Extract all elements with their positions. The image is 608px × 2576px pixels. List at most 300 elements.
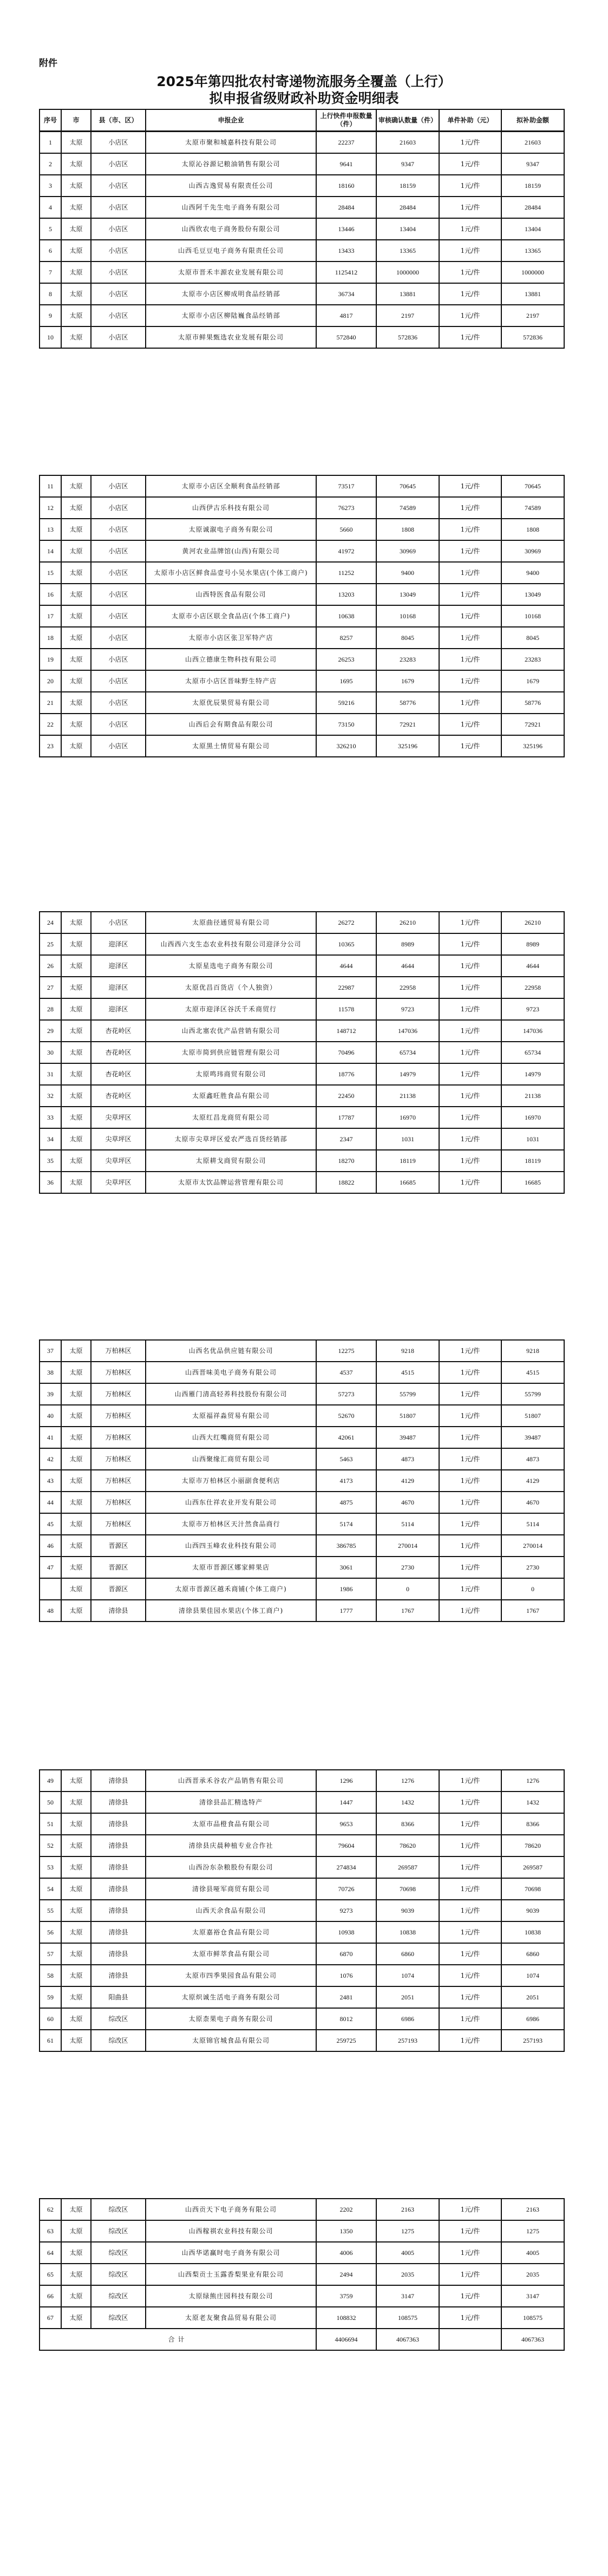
city-cell: 太原: [61, 1921, 91, 1943]
company-cell: 太原优昌百货店（个人独资）: [146, 977, 316, 998]
table-row: [40, 326, 564, 348]
company-cell: 太原鑫旺胜食品有限公司: [146, 1085, 316, 1107]
declared-qty-cell: 259725: [316, 2030, 376, 2051]
county-cell: 尖草坪区: [91, 1150, 146, 1172]
declared-qty-cell: 13203: [316, 584, 376, 605]
unit-subsidy-cell: 1元/件: [439, 1578, 501, 1600]
seq-cell: 5: [40, 218, 61, 240]
confirmed-qty-cell: 2197: [376, 305, 439, 326]
table-row: [40, 261, 564, 283]
seq-cell: 31: [40, 1063, 61, 1085]
city-cell: 太原: [61, 998, 91, 1020]
county-cell: 清徐县: [91, 1921, 146, 1943]
declared-qty-cell: 1076: [316, 1965, 376, 1986]
city-cell: 太原: [61, 475, 91, 497]
company-cell: 清徐县品汇精选特产: [146, 1792, 316, 1813]
county-cell: 迎泽区: [91, 998, 146, 1020]
company-cell: 山西天余食品有限公司: [146, 1900, 316, 1921]
company-cell: 山西伊古乐科技有限公司: [146, 497, 316, 519]
company-cell: 太原市太饮品牌运营管理有限公司: [146, 1172, 316, 1193]
declared-qty-cell: 52670: [316, 1405, 376, 1427]
company-cell: 山西欣农电子商务股份有限公司: [146, 218, 316, 240]
unit-subsidy-cell: 1元/件: [439, 1986, 501, 2008]
company-cell: 太原沁谷源记粮油销售有限公司: [146, 153, 316, 175]
unit-subsidy-cell: 1元/件: [439, 714, 501, 735]
unit-subsidy-cell: 1元/件: [439, 1943, 501, 1965]
county-cell: 小店区: [91, 519, 146, 540]
declared-qty-cell: 4006: [316, 2242, 376, 2264]
confirmed-qty-cell: 4873: [376, 1448, 439, 1470]
company-cell: 山西晋味美电子商务有限公司: [146, 1362, 316, 1383]
unit-subsidy-cell: 1元/件: [439, 955, 501, 977]
company-cell: 太原星选电子商务有限公司: [146, 955, 316, 977]
table-row: [40, 153, 564, 175]
company-cell: 山西毛豆豆电子商务有限责任公司: [146, 240, 316, 261]
declared-qty-cell: 1296: [316, 1770, 376, 1792]
city-cell: 太原: [61, 261, 91, 283]
city-cell: 太原: [61, 2008, 91, 2030]
column-header-county: 县（市、区）: [91, 109, 146, 132]
company-cell: 山西后会有期食品有限公司: [146, 714, 316, 735]
seq-cell: 9: [40, 305, 61, 326]
company-cell: 山西华诺赢时电子商务有限公司: [146, 2242, 316, 2264]
declared-qty-cell: 1777: [316, 1600, 376, 1622]
company-cell: 太原市简到供应链管理有限公司: [146, 1042, 316, 1063]
seq-cell: 60: [40, 2008, 61, 2030]
table-row: [40, 692, 564, 714]
table-row: [40, 1792, 564, 1813]
table-row: [40, 670, 564, 692]
county-cell: 杏花岭区: [91, 1085, 146, 1107]
declared-qty-cell: 108832: [316, 2307, 376, 2329]
total-declared-qty: 4406694: [316, 2329, 376, 2350]
subsidy-amount-cell: 70645: [501, 475, 564, 497]
table-row: [40, 305, 564, 326]
company-cell: 太原市小店区柳陆巍食品经销部: [146, 305, 316, 326]
declared-qty-cell: 2202: [316, 2199, 376, 2220]
subsidy-table-page-3: [39, 911, 565, 1194]
seq-cell: 15: [40, 562, 61, 584]
company-cell: 太原市晋源区娜家鲜果店: [146, 1557, 316, 1578]
confirmed-qty-cell: 16685: [376, 1172, 439, 1193]
declared-qty-cell: 9641: [316, 153, 376, 175]
total-row: [40, 2329, 564, 2350]
subsidy-amount-cell: 39487: [501, 1427, 564, 1448]
table-row: [40, 1448, 564, 1470]
seq-cell: 42: [40, 1448, 61, 1470]
subsidy-amount-cell: 21138: [501, 1085, 564, 1107]
county-cell: 晋源区: [91, 1578, 146, 1600]
county-cell: 杏花岭区: [91, 1063, 146, 1085]
county-cell: 万柏林区: [91, 1470, 146, 1492]
subsidy-amount-cell: 13365: [501, 240, 564, 261]
table-row: [40, 2008, 564, 2030]
city-cell: 太原: [61, 1383, 91, 1405]
subsidy-amount-cell: 18119: [501, 1150, 564, 1172]
declared-qty-cell: 76273: [316, 497, 376, 519]
table-row: [40, 1600, 564, 1622]
subsidy-amount-cell: 30969: [501, 540, 564, 562]
confirmed-qty-cell: 2051: [376, 1986, 439, 2008]
unit-subsidy-cell: 1元/件: [439, 1513, 501, 1535]
confirmed-qty-cell: 1276: [376, 1770, 439, 1792]
seq-cell: 46: [40, 1535, 61, 1557]
seq-cell: 44: [40, 1492, 61, 1513]
seq-cell: 63: [40, 2220, 61, 2242]
company-cell: 清徐县庆晨种植专业合作社: [146, 1835, 316, 1856]
unit-subsidy-cell: 1元/件: [439, 153, 501, 175]
unit-subsidy-cell: 1元/件: [439, 1921, 501, 1943]
company-cell: 山西特医食品有限公司: [146, 584, 316, 605]
declared-qty-cell: 18776: [316, 1063, 376, 1085]
unit-subsidy-cell: 1元/件: [439, 2220, 501, 2242]
confirmed-qty-cell: 4515: [376, 1362, 439, 1383]
county-cell: 万柏林区: [91, 1492, 146, 1513]
declared-qty-cell: 274834: [316, 1856, 376, 1878]
subsidy-amount-cell: 4873: [501, 1448, 564, 1470]
seq-cell: 50: [40, 1792, 61, 1813]
unit-subsidy-cell: 1元/件: [439, 692, 501, 714]
declared-qty-cell: 70496: [316, 1042, 376, 1063]
company-cell: 太原市万柏林区小丽副食便利店: [146, 1470, 316, 1492]
confirmed-qty-cell: 108575: [376, 2307, 439, 2329]
subsidy-amount-cell: 65734: [501, 1042, 564, 1063]
subsidy-amount-cell: 10168: [501, 605, 564, 627]
city-cell: 太原: [61, 1578, 91, 1600]
city-cell: 太原: [61, 1063, 91, 1085]
city-cell: 太原: [61, 735, 91, 757]
declared-qty-cell: 22987: [316, 977, 376, 998]
confirmed-qty-cell: 55799: [376, 1383, 439, 1405]
city-cell: 太原: [61, 1042, 91, 1063]
county-cell: 尖草坪区: [91, 1107, 146, 1128]
declared-qty-cell: 5174: [316, 1513, 376, 1535]
table-row: [40, 998, 564, 1020]
seq-cell: 40: [40, 1405, 61, 1427]
seq-cell: 19: [40, 649, 61, 670]
seq-cell: 7: [40, 261, 61, 283]
total-label: 合计: [40, 2329, 316, 2350]
county-cell: 阳曲县: [91, 1986, 146, 2008]
declared-qty-cell: 59216: [316, 692, 376, 714]
company-cell: 太原市万柏林区天汁然食品商行: [146, 1513, 316, 1535]
seq-cell: 37: [40, 1340, 61, 1362]
city-cell: 太原: [61, 497, 91, 519]
seq-cell: 28: [40, 998, 61, 1020]
company-cell: 山西晋承禾谷农产品销售有限公司: [146, 1770, 316, 1792]
seq-cell: 51: [40, 1813, 61, 1835]
company-cell: 太原市小店区联全食品店(个体工商户): [146, 605, 316, 627]
subsidy-amount-cell: 1276: [501, 1770, 564, 1792]
city-cell: 太原: [61, 605, 91, 627]
confirmed-qty-cell: 14979: [376, 1063, 439, 1085]
city-cell: 太原: [61, 1470, 91, 1492]
county-cell: 迎泽区: [91, 977, 146, 998]
column-header-unit-subsidy: 单件补助（元）: [439, 109, 501, 132]
seq-cell: 33: [40, 1107, 61, 1128]
subsidy-amount-cell: 72921: [501, 714, 564, 735]
table-row: [40, 2199, 564, 2220]
seq-cell: 48: [40, 1600, 61, 1622]
subsidy-amount-cell: 2035: [501, 2264, 564, 2285]
county-cell: 综改区: [91, 2264, 146, 2285]
subsidy-amount-cell: 2163: [501, 2199, 564, 2220]
subsidy-amount-cell: 10838: [501, 1921, 564, 1943]
city-cell: 太原: [61, 2264, 91, 2285]
declared-qty-cell: 79604: [316, 1835, 376, 1856]
seq-cell: 41: [40, 1427, 61, 1448]
county-cell: 综改区: [91, 2220, 146, 2242]
seq-cell: 66: [40, 2285, 61, 2307]
county-cell: 小店区: [91, 197, 146, 218]
seq-cell: 56: [40, 1921, 61, 1943]
confirmed-qty-cell: 78620: [376, 1835, 439, 1856]
unit-subsidy-cell: 1元/件: [439, 1085, 501, 1107]
declared-qty-cell: 1695: [316, 670, 376, 692]
seq-cell: 1: [40, 132, 61, 154]
total-confirmed-qty: 4067363: [376, 2329, 439, 2350]
confirmed-qty-cell: 4129: [376, 1470, 439, 1492]
company-cell: 山西立德康生物科技有限公司: [146, 649, 316, 670]
confirmed-qty-cell: 270014: [376, 1535, 439, 1557]
confirmed-qty-cell: 269587: [376, 1856, 439, 1878]
city-cell: 太原: [61, 1513, 91, 1535]
table-row: [40, 1020, 564, 1042]
city-cell: 太原: [61, 584, 91, 605]
county-cell: 综改区: [91, 2242, 146, 2264]
table-row: [40, 1128, 564, 1150]
subsidy-amount-cell: 4005: [501, 2242, 564, 2264]
company-cell: 山西大红嘴商贸有限公司: [146, 1427, 316, 1448]
subsidy-amount-cell: 13049: [501, 584, 564, 605]
unit-subsidy-cell: 1元/件: [439, 1063, 501, 1085]
unit-subsidy-cell: 1元/件: [439, 735, 501, 757]
confirmed-qty-cell: 30969: [376, 540, 439, 562]
city-cell: 太原: [61, 175, 91, 197]
declared-qty-cell: 13446: [316, 218, 376, 240]
county-cell: 清徐县: [91, 1770, 146, 1792]
seq-cell: 36: [40, 1172, 61, 1193]
subsidy-amount-cell: 51807: [501, 1405, 564, 1427]
table-row: [40, 1513, 564, 1535]
seq-cell: 25: [40, 933, 61, 955]
seq-cell: 47: [40, 1557, 61, 1578]
table-row: [40, 584, 564, 605]
table-row: [40, 2030, 564, 2051]
seq-cell: 24: [40, 912, 61, 933]
city-cell: 太原: [61, 692, 91, 714]
subsidy-table-page-6: [39, 2198, 565, 2351]
declared-qty-cell: 22237: [316, 132, 376, 154]
confirmed-qty-cell: 9039: [376, 1900, 439, 1921]
county-cell: 小店区: [91, 283, 146, 305]
confirmed-qty-cell: 1808: [376, 519, 439, 540]
unit-subsidy-cell: 1元/件: [439, 497, 501, 519]
subsidy-amount-cell: 2051: [501, 1986, 564, 2008]
table-row: [40, 1986, 564, 2008]
unit-subsidy-cell: 1元/件: [439, 1405, 501, 1427]
company-cell: 山西稼祺农业科技有限公司: [146, 2220, 316, 2242]
confirmed-qty-cell: 8366: [376, 1813, 439, 1835]
city-cell: 太原: [61, 2307, 91, 2329]
city-cell: 太原: [61, 2199, 91, 2220]
seq-cell: 6: [40, 240, 61, 261]
unit-subsidy-cell: 1元/件: [439, 1878, 501, 1900]
unit-subsidy-cell: 1元/件: [439, 175, 501, 197]
unit-subsidy-cell: 1元/件: [439, 1128, 501, 1150]
declared-qty-cell: 18270: [316, 1150, 376, 1172]
subsidy-amount-cell: 6860: [501, 1943, 564, 1965]
declared-qty-cell: 8257: [316, 627, 376, 649]
company-cell: 山西汾东杂粮股份有限公司: [146, 1856, 316, 1878]
company-cell: 山西雁门清高轻养科技股份有限公司: [146, 1383, 316, 1405]
subsidy-amount-cell: 9400: [501, 562, 564, 584]
subsidy-amount-cell: 14979: [501, 1063, 564, 1085]
unit-subsidy-cell: 1元/件: [439, 649, 501, 670]
declared-qty-cell: 3759: [316, 2285, 376, 2307]
table-row: [40, 2264, 564, 2285]
unit-subsidy-cell: 1元/件: [439, 1448, 501, 1470]
confirmed-qty-cell: 21603: [376, 132, 439, 154]
county-cell: 清徐县: [91, 1600, 146, 1622]
seq-cell: 53: [40, 1856, 61, 1878]
confirmed-qty-cell: 6986: [376, 2008, 439, 2030]
declared-qty-cell: 10638: [316, 605, 376, 627]
county-cell: 清徐县: [91, 1792, 146, 1813]
confirmed-qty-cell: 16970: [376, 1107, 439, 1128]
company-cell: 太原市四季果园食品有限公司: [146, 1965, 316, 1986]
declared-qty-cell: 26272: [316, 912, 376, 933]
subsidy-amount-cell: 18159: [501, 175, 564, 197]
seq-cell: 2: [40, 153, 61, 175]
confirmed-qty-cell: 18159: [376, 175, 439, 197]
company-cell: 太原市小店区全顺利食品经销部: [146, 475, 316, 497]
subsidy-amount-cell: 1074: [501, 1965, 564, 1986]
company-cell: 太原曲径通贸易有限公司: [146, 912, 316, 933]
table-row: [40, 1362, 564, 1383]
table-row: [40, 540, 564, 562]
city-cell: 太原: [61, 955, 91, 977]
confirmed-qty-cell: 51807: [376, 1405, 439, 1427]
county-cell: 综改区: [91, 2030, 146, 2051]
table-row: [40, 955, 564, 977]
company-cell: 山西西六支生态农业科技有限公司迎泽分公司: [146, 933, 316, 955]
county-cell: 晋源区: [91, 1557, 146, 1578]
seq-cell: 23: [40, 735, 61, 757]
unit-subsidy-cell: 1元/件: [439, 283, 501, 305]
city-cell: 太原: [61, 2285, 91, 2307]
unit-subsidy-cell: 1元/件: [439, 475, 501, 497]
unit-subsidy-cell: 1元/件: [439, 1172, 501, 1193]
city-cell: 太原: [61, 283, 91, 305]
company-cell: 太原绿熊庄园科技有限公司: [146, 2285, 316, 2307]
seq-cell: 59: [40, 1986, 61, 2008]
confirmed-qty-cell: 58776: [376, 692, 439, 714]
company-cell: 太原诚溆电子商务有限公司: [146, 519, 316, 540]
confirmed-qty-cell: 1074: [376, 1965, 439, 1986]
seq-cell: 34: [40, 1128, 61, 1150]
subsidy-amount-cell: 70698: [501, 1878, 564, 1900]
subsidy-amount-cell: 4644: [501, 955, 564, 977]
city-cell: 太原: [61, 326, 91, 348]
county-cell: 杏花岭区: [91, 1042, 146, 1063]
subsidy-amount-cell: 325196: [501, 735, 564, 757]
county-cell: 小店区: [91, 153, 146, 175]
confirmed-qty-cell: 1031: [376, 1128, 439, 1150]
subsidy-amount-cell: 23283: [501, 649, 564, 670]
county-cell: 小店区: [91, 605, 146, 627]
subsidy-amount-cell: 9039: [501, 1900, 564, 1921]
seq-cell: 38: [40, 1362, 61, 1383]
unit-subsidy-cell: 1元/件: [439, 605, 501, 627]
company-cell: 太原柰果电子商务有限公司: [146, 2008, 316, 2030]
table-row: [40, 1878, 564, 1900]
company-cell: 太原市尖草坪区爱农严选百货经销部: [146, 1128, 316, 1150]
unit-subsidy-cell: 1元/件: [439, 1362, 501, 1383]
seq-cell: 61: [40, 2030, 61, 2051]
city-cell: 太原: [61, 1362, 91, 1383]
declared-qty-cell: 28484: [316, 197, 376, 218]
declared-qty-cell: 4875: [316, 1492, 376, 1513]
column-header-company: 申报企业: [146, 109, 316, 132]
declared-qty-cell: 6870: [316, 1943, 376, 1965]
confirmed-qty-cell: 18119: [376, 1150, 439, 1172]
confirmed-qty-cell: 74589: [376, 497, 439, 519]
declared-qty-cell: 36734: [316, 283, 376, 305]
table-row: [40, 1172, 564, 1193]
table-row: [40, 1856, 564, 1878]
county-cell: 综改区: [91, 2285, 146, 2307]
county-cell: 清徐县: [91, 1943, 146, 1965]
company-cell: 山西贡天下电子商务有限公司: [146, 2199, 316, 2220]
confirmed-qty-cell: 13365: [376, 240, 439, 261]
subsidy-amount-cell: 1432: [501, 1792, 564, 1813]
table-row: [40, 175, 564, 197]
city-cell: 太原: [61, 1427, 91, 1448]
city-cell: 太原: [61, 1448, 91, 1470]
subsidy-amount-cell: 4515: [501, 1362, 564, 1383]
subsidy-table-page-5: [39, 1769, 565, 2052]
city-cell: 太原: [61, 714, 91, 735]
seq-cell: [40, 1578, 61, 1600]
county-cell: 小店区: [91, 649, 146, 670]
confirmed-qty-cell: 1000000: [376, 261, 439, 283]
confirmed-qty-cell: 10838: [376, 1921, 439, 1943]
unit-subsidy-cell: 1元/件: [439, 977, 501, 998]
subsidy-amount-cell: 2197: [501, 305, 564, 326]
seq-cell: 22: [40, 714, 61, 735]
city-cell: 太原: [61, 1020, 91, 1042]
unit-subsidy-cell: 1元/件: [439, 1792, 501, 1813]
table-row: [40, 132, 564, 154]
company-cell: 山西名优品供应链有限公司: [146, 1340, 316, 1362]
declared-qty-cell: 5463: [316, 1448, 376, 1470]
declared-qty-cell: 9273: [316, 1900, 376, 1921]
table-row: [40, 197, 564, 218]
company-cell: 太原市小店区晋味野生特产店: [146, 670, 316, 692]
city-cell: 太原: [61, 2242, 91, 2264]
confirmed-qty-cell: 2035: [376, 2264, 439, 2285]
confirmed-qty-cell: 5114: [376, 1513, 439, 1535]
table-row: [40, 1943, 564, 1965]
county-cell: 小店区: [91, 584, 146, 605]
city-cell: 太原: [61, 649, 91, 670]
company-cell: 太原老友聚食品贸易有限公司: [146, 2307, 316, 2329]
county-cell: 小店区: [91, 261, 146, 283]
unit-subsidy-cell: 1元/件: [439, 1835, 501, 1856]
confirmed-qty-cell: 28484: [376, 197, 439, 218]
declared-qty-cell: 1986: [316, 1578, 376, 1600]
